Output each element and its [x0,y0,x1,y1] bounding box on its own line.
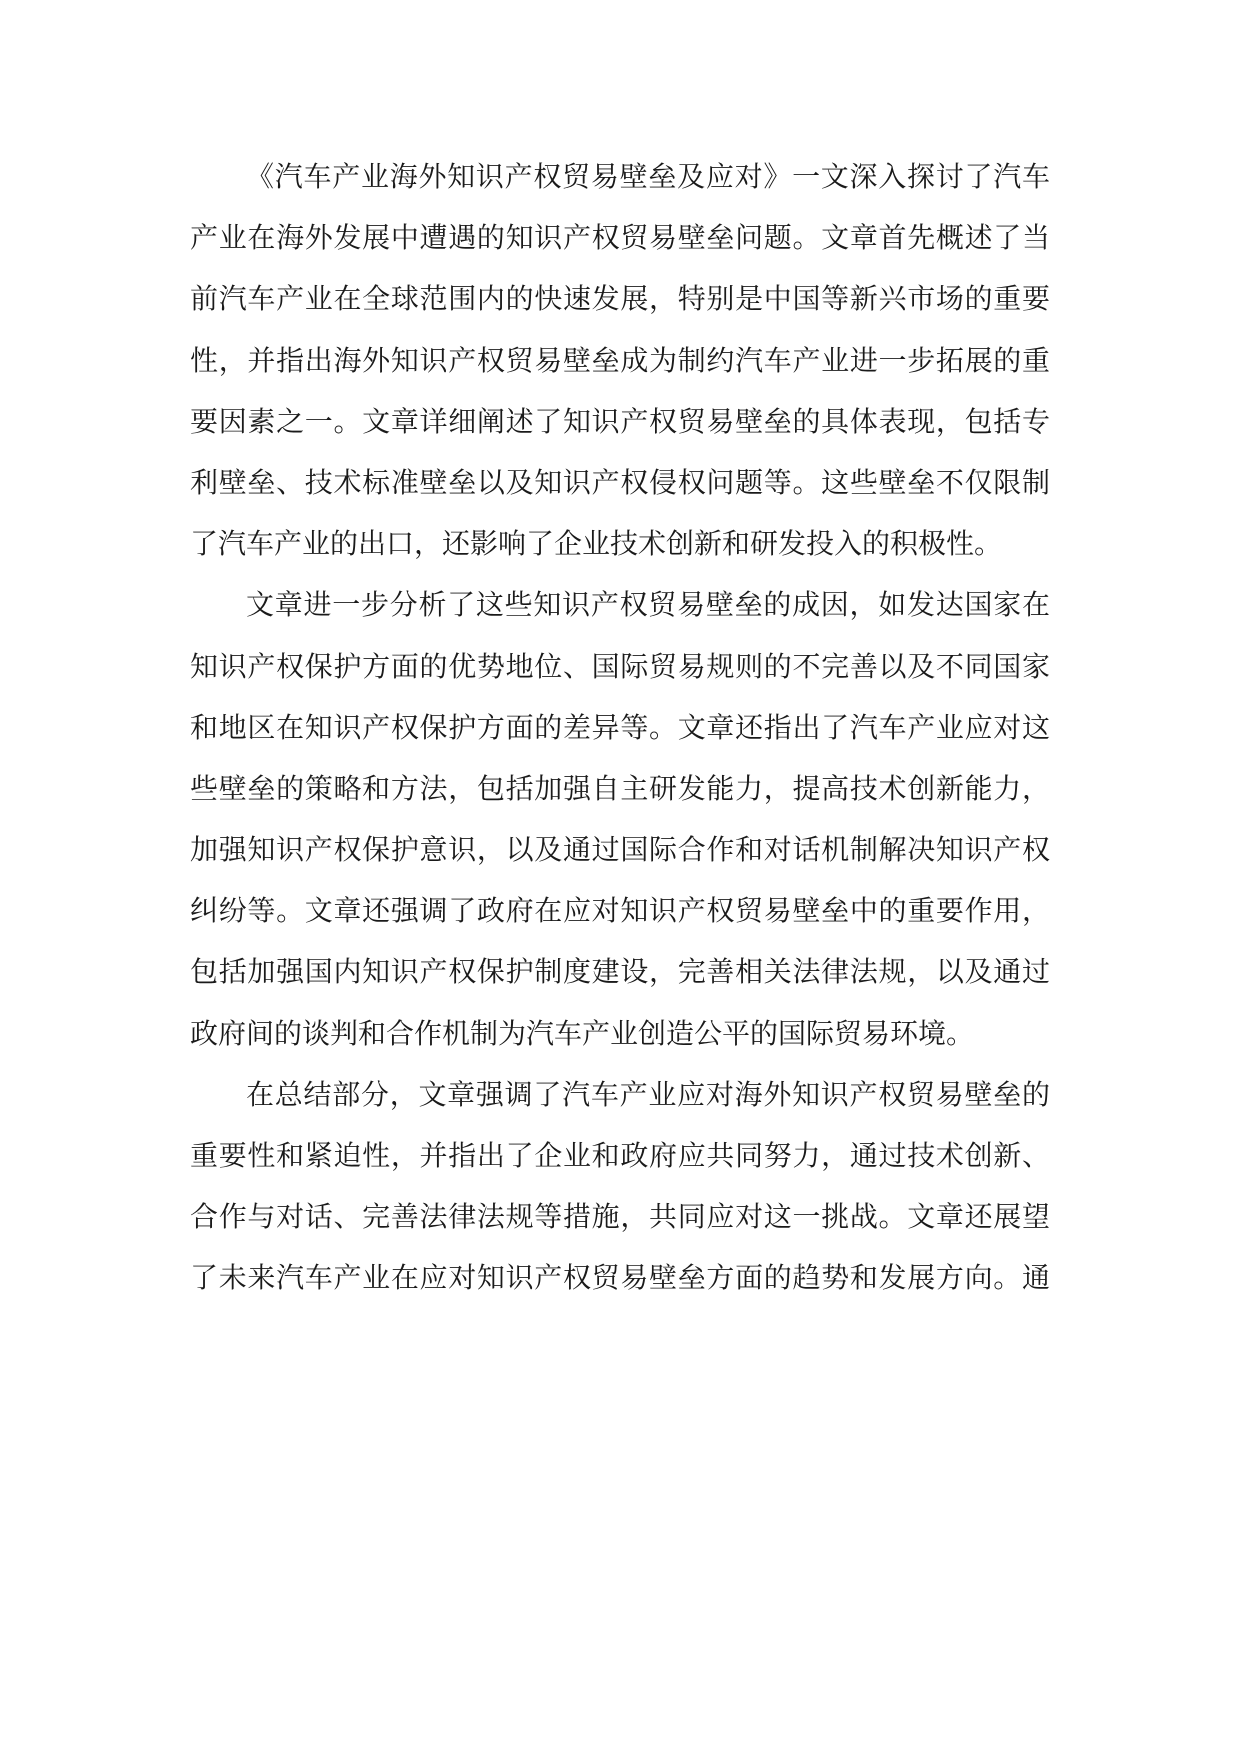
text-line: 了未来汽车产业在应对知识产权贸易壁垒方面的趋势和发展方向。通 [190,1261,1050,1295]
paragraph-1 [190,146,1050,574]
text-line: 文章进一步分析了这些知识产权贸易壁垒的成因，如发达国家在 [246,588,1050,622]
text-line: 包括加强国内知识产权保护制度建设，完善相关法律法规，以及通过 [190,955,1050,989]
text-line: 性，并指出海外知识产权贸易壁垒成为制约汽车产业进一步拓展的重 [190,343,1050,377]
text-line: 前汽车产业在全球范围内的快速发展，特别是中国等新兴市场的重要 [190,282,1050,316]
text-line: 要因素之一。文章详细阐述了知识产权贸易壁垒的具体表现，包括专 [190,404,1050,438]
text-line: 利壁垒、技术标准壁垒以及知识产权侵权问题等。这些壁垒不仅限制 [190,465,1050,499]
text-line: 《汽车产业海外知识产权贸易壁垒及应对》一文深入探讨了汽车 [246,160,1050,193]
text-line: 合作与对话、完善法律法规等措施，共同应对这一挑战。文章还展望 [190,1200,1050,1234]
text-line: 产业在海外发展中遭遇的知识产权贸易壁垒问题。文章首先概述了当 [190,221,1050,255]
text-line: 知识产权保护方面的优势地位、国际贸易规则的不完善以及不同国家 [190,649,1050,683]
text-line: 重要性和紧迫性，并指出了企业和政府应共同努力，通过技术创新、 [190,1139,1050,1172]
text-line: 纠纷等。文章还强调了政府在应对知识产权贸易壁垒中的重要作用， [190,894,1050,928]
text-line: 在总结部分，文章强调了汽车产业应对海外知识产权贸易壁垒的 [246,1077,1050,1111]
paragraph-3 [190,1064,1050,1309]
text-line: 和地区在知识产权保护方面的差异等。文章还指出了汽车产业应对这 [190,710,1050,744]
text-line: 加强知识产权保护意识，以及通过国际合作和对话机制解决知识产权 [190,833,1050,867]
paragraph-2 [190,574,1050,1064]
document-body [190,146,1050,1309]
text-line: 政府间的谈判和合作机制为汽车产业创造公平的国际贸易环境。 [190,1016,975,1050]
text-line: 了汽车产业的出口，还影响了企业技术创新和研发投入的积极性。 [190,527,1003,561]
text-line: 些壁垒的策略和方法，包括加强自主研发能力，提高技术创新能力， [190,771,1050,805]
